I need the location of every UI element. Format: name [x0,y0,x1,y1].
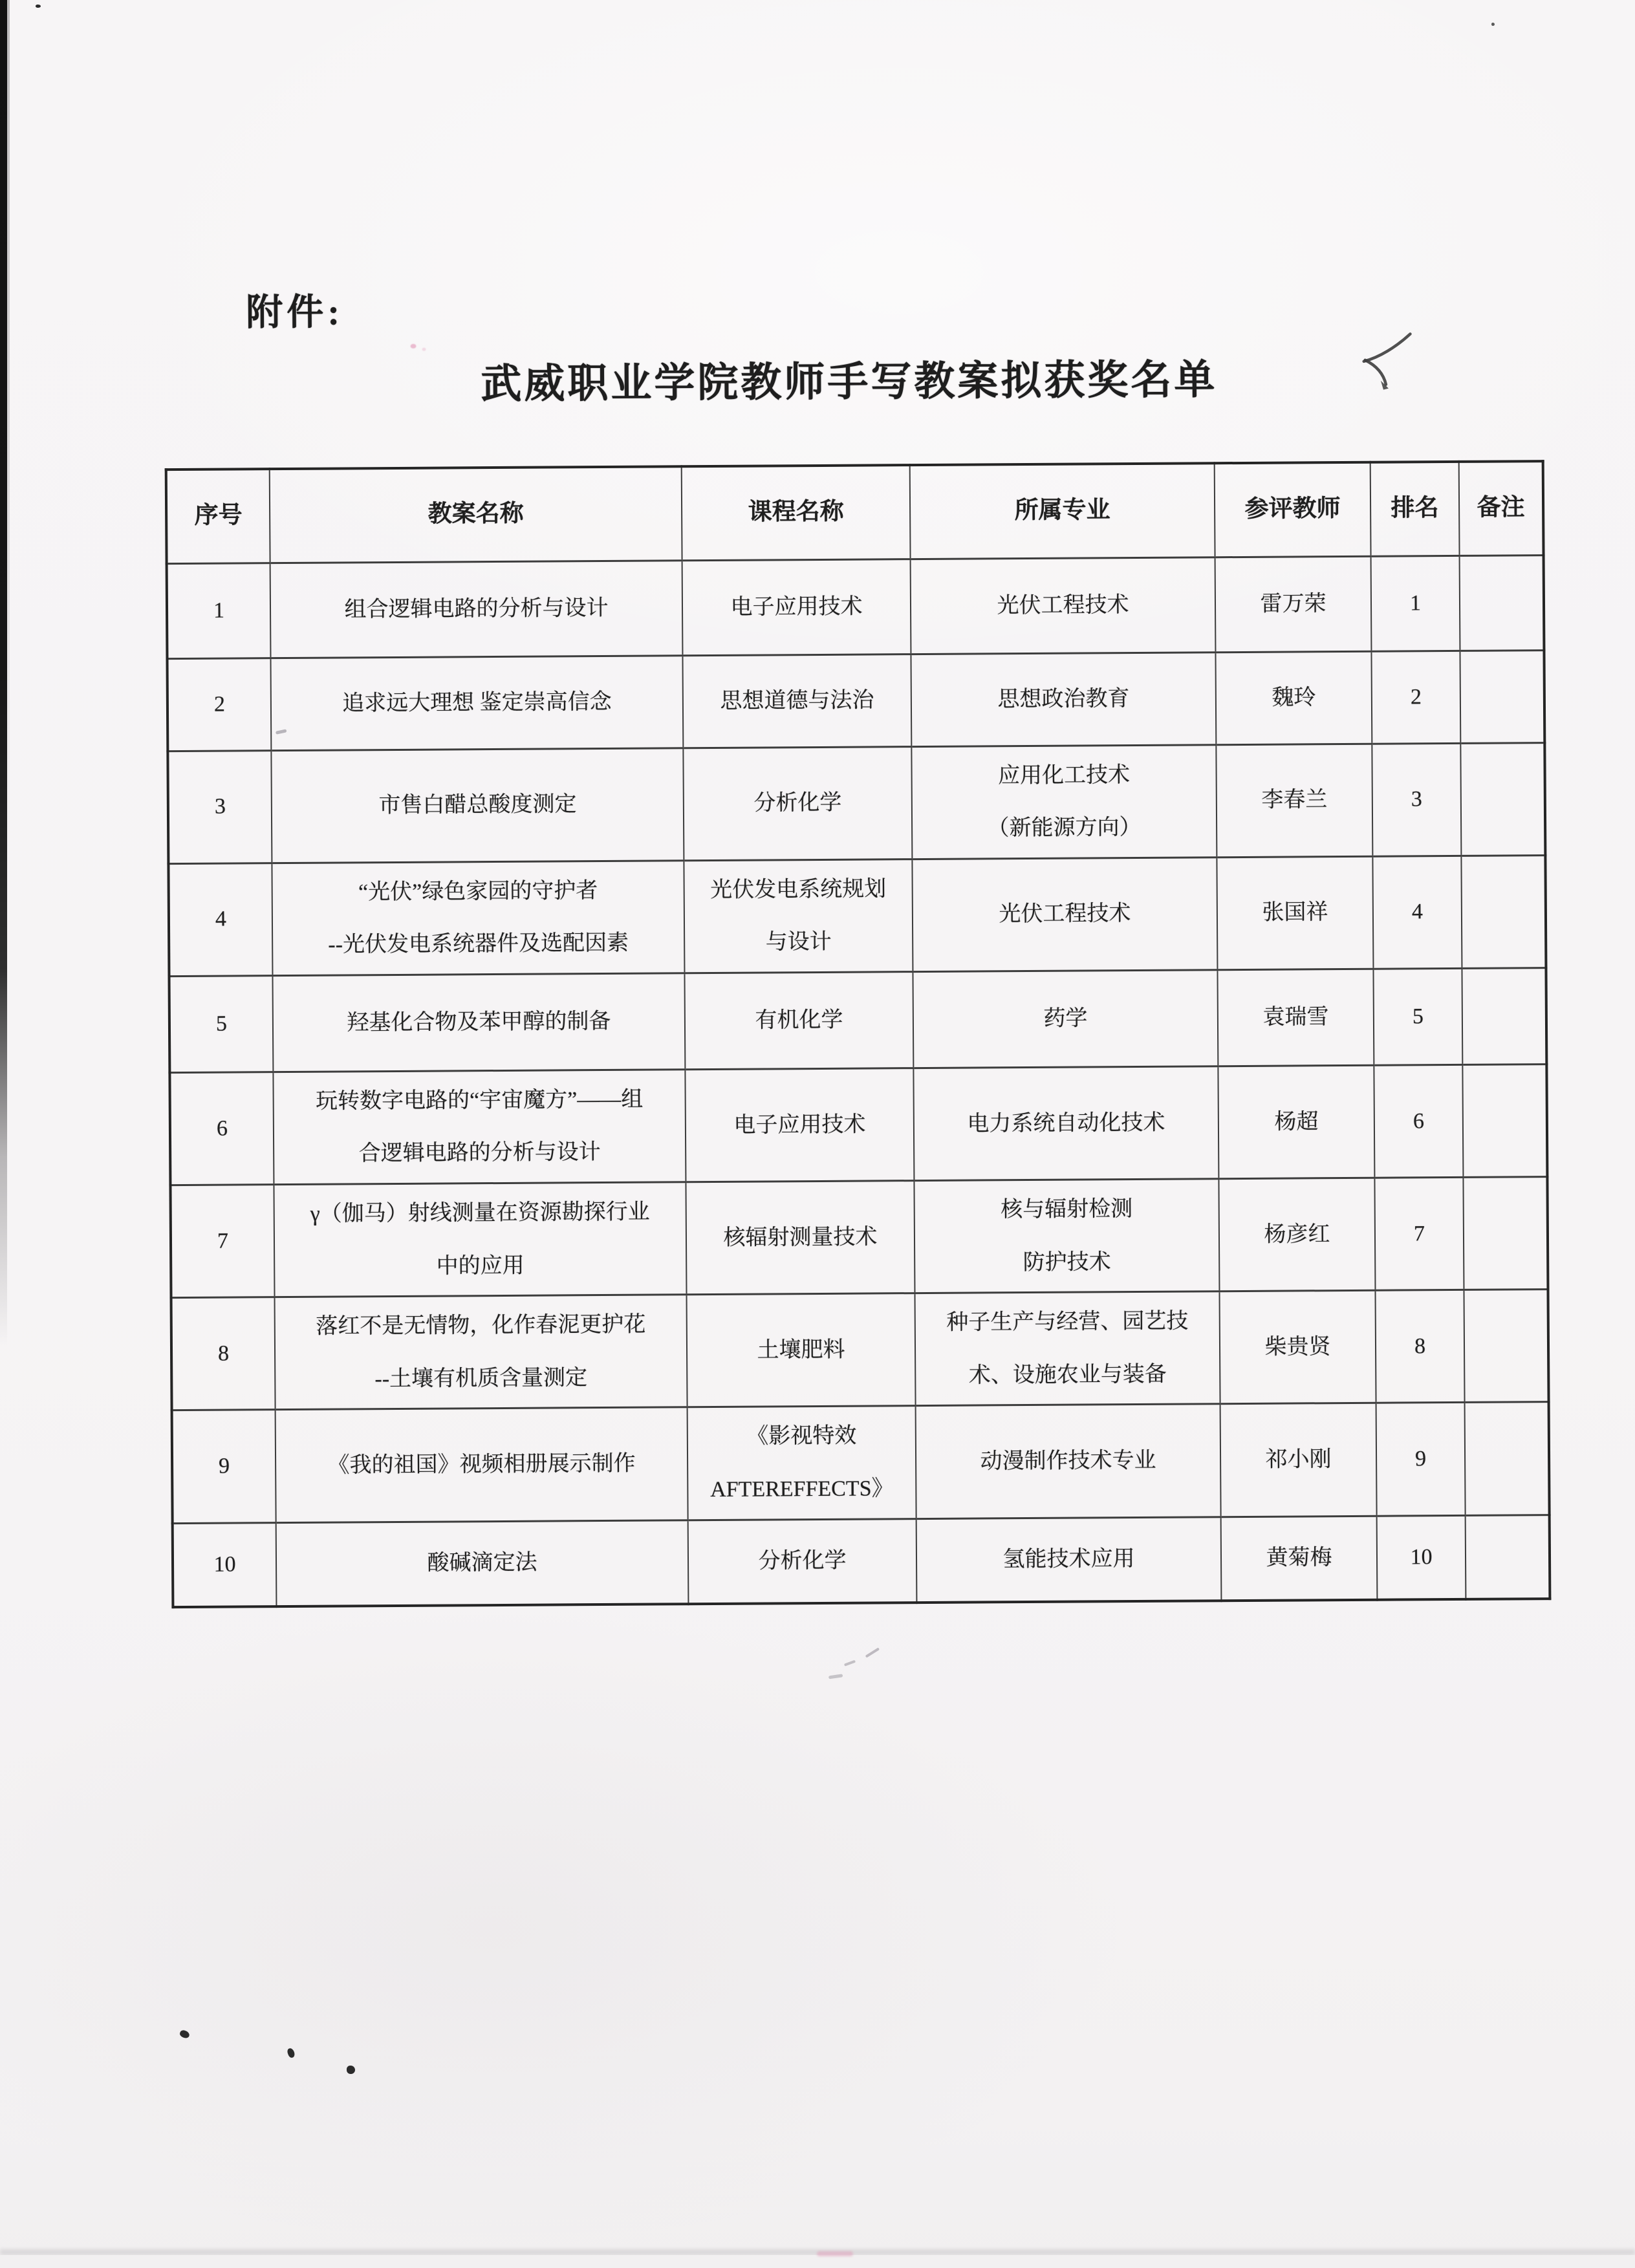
col-header-lesson-name: 教案名称 [270,466,682,563]
col-header-teacher: 参评教师 [1215,462,1371,557]
cell-note [1464,1290,1548,1403]
cell-course-name: 土壤肥料 [687,1293,916,1407]
table-row [167,555,1544,658]
cell-major: 药学 [913,970,1218,1068]
table-row [169,1064,1547,1185]
cell-lesson-name: 《我的祖国》视频相册展示制作 [276,1407,688,1522]
cell-note [1460,555,1544,651]
cell-major: 思想政治教育 [911,652,1216,746]
cell-course-name: 分析化学 [688,1518,917,1604]
cell-index: 9 [172,1410,276,1523]
pink-speck [422,348,426,351]
cell-major: 光伏工程技术 [911,557,1216,654]
cell-course-name: 《影视特效 AFTEREFFECTS》 [688,1406,916,1520]
award-table [165,460,1552,1608]
scan-edge-strip-soft [7,0,10,970]
cell-rank: 9 [1376,1403,1466,1516]
pink-speck [411,344,417,349]
cell-course-name: 分析化学 [683,746,912,860]
cell-rank: 10 [1377,1515,1466,1600]
cell-teacher: 黄菊梅 [1221,1516,1378,1601]
pink-smear [817,2251,853,2256]
cell-major: 种子生产与经营、园艺技 术、设施农业与装备 [915,1291,1220,1406]
pencil-mark [865,1647,880,1658]
cell-teacher: 魏玲 [1215,651,1372,744]
table-row [170,1177,1548,1298]
cell-course-name: 有机化学 [684,971,913,1069]
cell-note [1462,967,1546,1064]
award-table-body [167,555,1550,1607]
cell-rank: 5 [1373,968,1462,1065]
cell-course-name: 思想道德与法治 [682,654,911,748]
pencil-mark [844,1660,856,1667]
cell-lesson-name: γ（伽马）射线测量在资源勘探行业 中的应用 [274,1182,686,1297]
cell-rank: 8 [1375,1290,1464,1403]
cell-teacher: 张国祥 [1217,856,1373,970]
table-row [168,742,1545,863]
table-row [168,855,1546,976]
cell-note [1461,855,1546,968]
cell-index: 3 [168,750,272,863]
ink-speck [1491,23,1495,26]
cell-note [1463,1177,1548,1290]
cell-major: 应用化工技术 （新能源方向） [911,744,1217,859]
pencil-mark [828,1674,843,1679]
cell-index: 8 [171,1297,276,1410]
table-row [167,650,1544,751]
cell-major: 氢能技术应用 [916,1517,1222,1603]
scan-edge-strip [0,0,7,1345]
cell-teacher: 杨彦红 [1218,1178,1375,1291]
cell-teacher: 柴贵贤 [1219,1290,1376,1404]
cell-teacher: 祁小刚 [1220,1403,1377,1517]
cell-major: 动漫制作技术专业 [916,1404,1221,1518]
table-row [169,967,1546,1072]
cell-course-name: 电子应用技术 [682,559,911,655]
cell-teacher: 雷万荣 [1215,556,1372,652]
cell-lesson-name: 羟基化合物及苯甲醇的制备 [272,973,685,1072]
cell-index: 10 [173,1522,277,1607]
cell-rank: 2 [1371,651,1460,744]
cell-course-name: 电子应用技术 [685,1068,914,1182]
cell-index: 5 [169,976,273,1073]
handwritten-checkmark-icon [1354,331,1414,391]
cell-major: 核与辐射检测 防护技术 [914,1179,1219,1293]
cell-lesson-name: 落红不是无情物，化作春泥更护花 --土壤有机质含量测定 [275,1295,688,1410]
cell-teacher: 袁瑞雪 [1217,969,1374,1066]
cell-course-name: 核辐射测量技术 [686,1181,915,1295]
cell-index: 7 [170,1185,274,1298]
cell-index: 1 [167,563,271,658]
scan-bottom-edge-band [0,2255,1635,2268]
cell-course-name: 光伏发电系统规划 与设计 [684,859,913,973]
cell-rank: 7 [1374,1177,1464,1290]
col-header-rank: 排名 [1370,462,1460,556]
table-header-row [166,461,1544,563]
cell-rank: 3 [1372,743,1461,856]
cell-index: 6 [169,1072,274,1185]
cell-lesson-name: 酸碱滴定法 [276,1520,689,1606]
table-row [173,1515,1550,1607]
table-row [171,1290,1549,1410]
cell-rank: 1 [1371,556,1460,651]
cell-major: 光伏工程技术 [912,857,1217,971]
col-header-index: 序号 [166,469,270,563]
col-header-course-name: 课程名称 [682,465,911,560]
cell-rank: 6 [1374,1064,1463,1178]
cell-teacher: 李春兰 [1216,744,1372,858]
attachment-label: 附件: [246,292,344,334]
ink-speck [347,2066,355,2074]
col-header-major: 所属专业 [910,463,1215,559]
col-header-note: 备注 [1459,461,1544,556]
cell-note [1462,1064,1547,1177]
cell-lesson-name: 追求远大理想 鉴定崇高信念 [270,655,683,750]
cell-lesson-name: 组合逻辑电路的分析与设计 [270,560,683,658]
document-title: 武威职业学院教师手写教案拟获奖名单 [481,357,1218,407]
cell-major: 电力系统自动化技术 [913,1066,1218,1181]
cell-note [1460,742,1545,856]
cell-lesson-name: 玩转数字电路的“宇宙魔方”——组 合逻辑电路的分析与设计 [273,1070,686,1185]
cell-note [1465,1402,1550,1515]
cell-note [1466,1515,1550,1599]
cell-teacher: 杨超 [1218,1065,1374,1179]
cell-index: 4 [168,863,272,976]
ink-speck [36,5,41,8]
cell-rank: 4 [1372,856,1462,969]
cell-lesson-name: “光伏”绿色家园的守护者 --光伏发电系统器件及选配因素 [272,860,684,975]
cell-lesson-name: 市售白醋总酸度测定 [271,748,684,863]
cell-note [1460,650,1544,743]
table-row [172,1402,1550,1523]
cell-index: 2 [167,658,271,751]
